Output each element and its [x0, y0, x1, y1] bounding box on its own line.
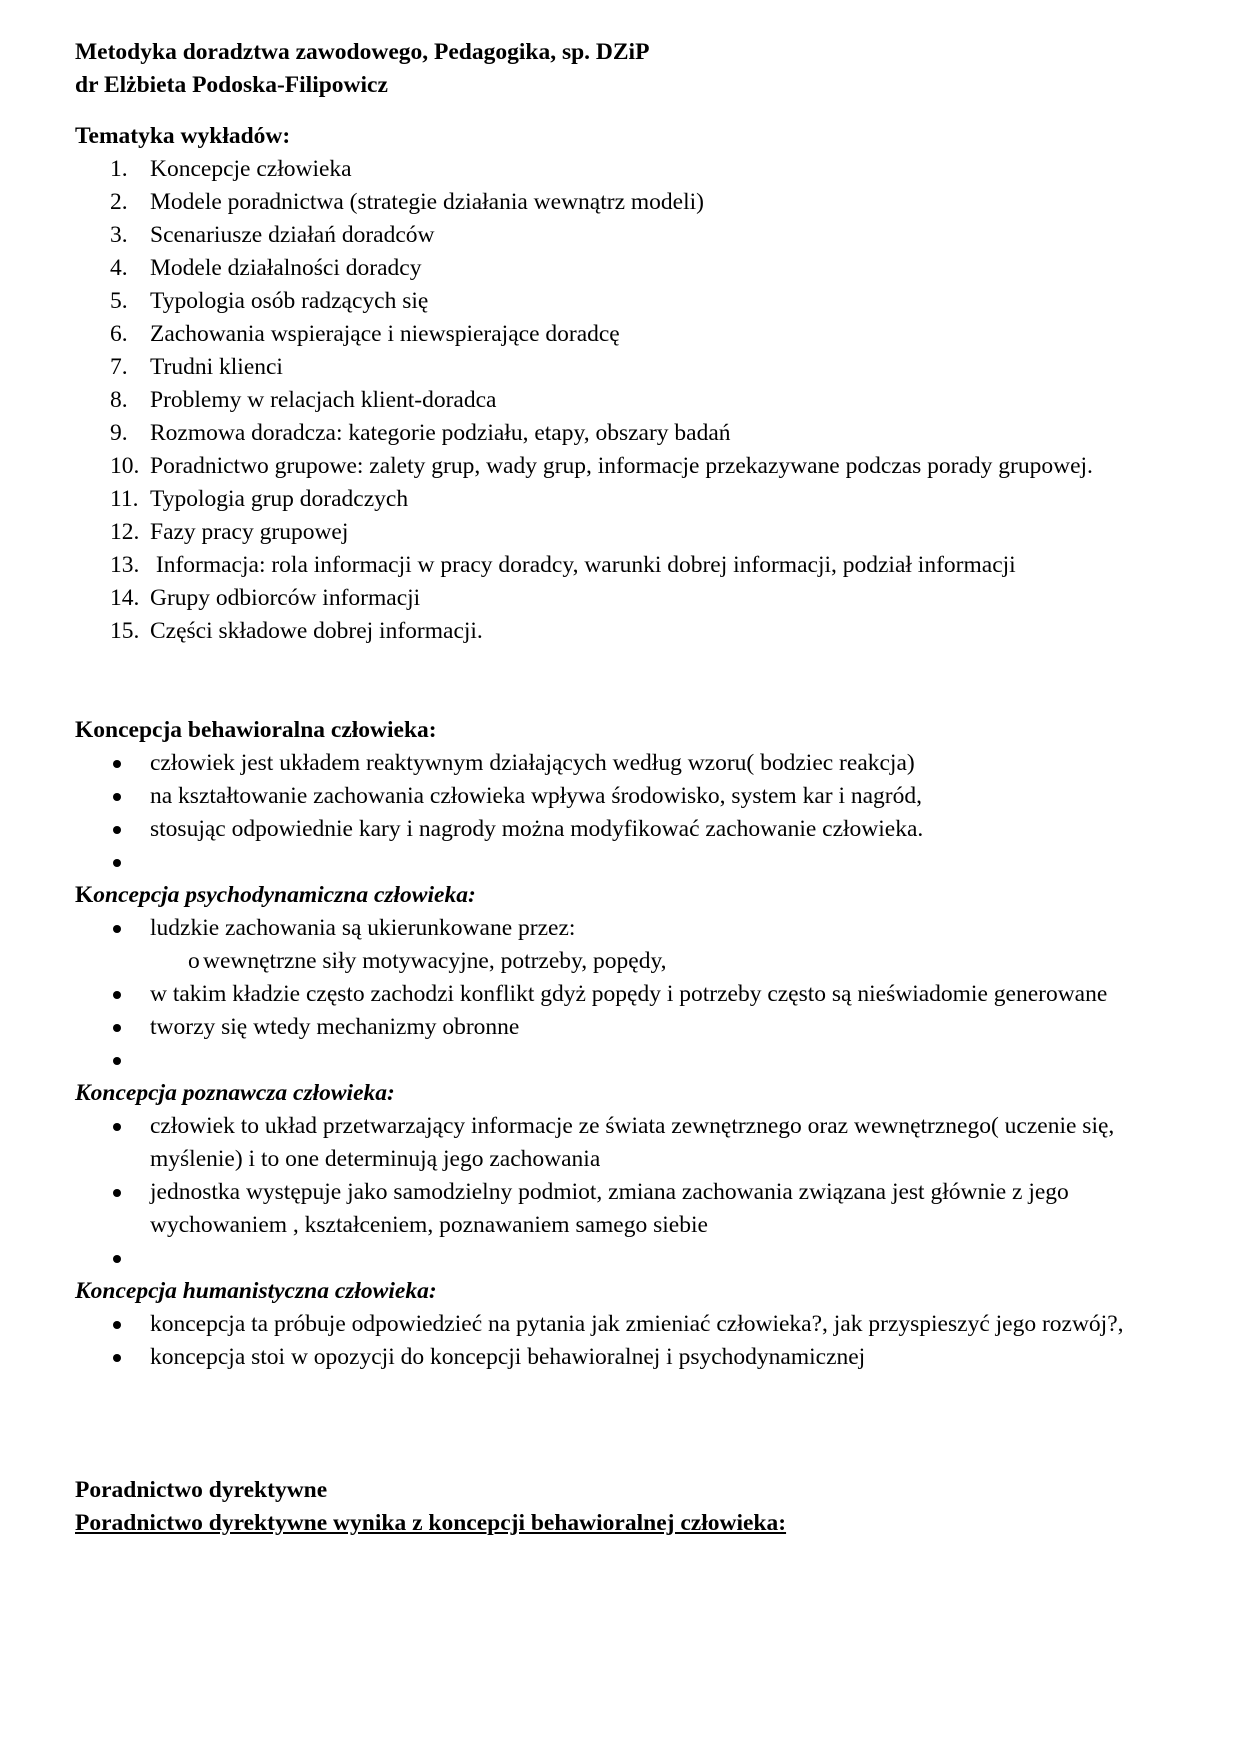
list-item-text: w takim kładzie często zachodzi konflikt gdyż popędy i potrzeby często są nieświadomie generowane [150, 981, 1108, 1007]
topic-item [75, 219, 1175, 252]
list-item [75, 813, 1175, 846]
topic-item [75, 582, 1175, 615]
sub-list-item [75, 945, 1175, 978]
bullet-icon [113, 1321, 121, 1329]
psychodynamic-heading-initial: K [75, 882, 94, 908]
topic-item [75, 186, 1175, 219]
directive-heading: Poradnictwo dyrektywne [75, 1477, 328, 1503]
bullet-icon [113, 1189, 121, 1197]
list-item [75, 1044, 1175, 1077]
bullet-icon [113, 925, 121, 933]
topic-number: 2. [110, 189, 128, 215]
list-item-text: jednostka występuje jako samodzielny podmiot, zmiana zachowania związana jest głównie z jego wychowaniem , kształceniem, poznawaniem samego siebie [150, 1179, 1069, 1238]
humanistic-heading: Koncepcja humanistyczna człowieka: [75, 1278, 437, 1304]
topic-number: 7. [110, 354, 128, 380]
list-item [75, 1308, 1175, 1341]
topics-list [75, 153, 1175, 648]
topic-text: Trudni klienci [150, 354, 283, 380]
bullet-icon [113, 1255, 121, 1263]
topic-number: 1. [110, 156, 128, 182]
sub-list [150, 945, 1175, 978]
topic-number: 14. [110, 585, 140, 611]
topic-text: Scenariusze działań doradców [150, 222, 435, 248]
document-author: dr Elżbieta Podoska-Filipowicz [75, 72, 388, 98]
topic-number: 15. [110, 618, 140, 644]
topic-item [75, 549, 1175, 582]
cognitive-heading: Koncepcja poznawcza człowieka: [75, 1080, 395, 1106]
topic-text: Poradnictwo grupowe: zalety grup, wady grup, informacje przekazywane podczas porady grupowej. [150, 453, 1093, 479]
list-item-text: człowiek to układ przetwarzający informacje ze świata zewnętrznego oraz wewnętrznego( uczenie się, myślenie) i to one determinują jego zachowania [150, 1113, 1115, 1172]
cognitive-list [75, 1110, 1175, 1275]
list-item-text: człowiek jest układem reaktywnym działających według wzoru( bodziec reakcja) [150, 750, 915, 776]
topic-text: Typologia osób radzących się [150, 288, 429, 314]
spacer [75, 1374, 1175, 1474]
psychodynamic-heading-rest: oncepcja psychodynamiczna człowieka: [93, 882, 476, 908]
topic-text: Modele poradnictwa (strategie działania wewnątrz modeli) [150, 189, 704, 215]
topic-text: Grupy odbiorców informacji [150, 585, 421, 611]
bullet-icon [113, 826, 121, 834]
topic-number: 12. [110, 519, 140, 545]
document-title: Metodyka doradztwa zawodowego, Pedagogika, sp. DZiP [75, 39, 650, 65]
list-item [75, 1011, 1175, 1044]
directive-subheading: Poradnictwo dyrektywne wynika z koncepcji behawioralnej człowieka: [75, 1510, 787, 1536]
list-item [75, 747, 1175, 780]
bullet-icon [113, 991, 121, 999]
topic-number: 3. [110, 222, 128, 248]
topic-number: 11. [110, 486, 139, 512]
topic-item [75, 318, 1175, 351]
topic-number: 10. [110, 453, 140, 479]
topic-item [75, 483, 1175, 516]
topic-text: Fazy pracy grupowej [150, 519, 349, 545]
circle-bullet-icon: o [188, 948, 200, 974]
topic-item [75, 615, 1175, 648]
topic-text: Informacja: rola informacji w pracy doradcy, warunki dobrej informacji, podział informacji [150, 552, 1016, 578]
bullet-icon [113, 760, 121, 768]
list-item [75, 1242, 1175, 1275]
list-item-text: na kształtowanie zachowania człowieka wpływa środowisko, system kar i nagród, [150, 783, 923, 809]
topic-item [75, 384, 1175, 417]
list-item [75, 978, 1175, 1011]
topic-number: 5. [110, 288, 128, 314]
list-item [75, 912, 1175, 978]
list-item [75, 1110, 1175, 1176]
topic-item [75, 351, 1175, 384]
spacer [75, 102, 1175, 120]
spacer [75, 648, 1175, 714]
topic-text: Rozmowa doradcza: kategorie podziału, etapy, obszary badań [150, 420, 731, 446]
topic-number: 13. [110, 552, 140, 578]
topic-item [75, 252, 1175, 285]
list-item [75, 846, 1175, 879]
behavioral-heading: Koncepcja behawioralna człowieka: [75, 717, 437, 743]
list-item [75, 1176, 1175, 1242]
humanistic-list [75, 1308, 1175, 1374]
list-item-text: tworzy się wtedy mechanizmy obronne [150, 1014, 520, 1040]
topic-text: Części składowe dobrej informacji. [150, 618, 483, 644]
topic-text: Problemy w relacjach klient-doradca [150, 387, 497, 413]
topic-item [75, 417, 1175, 450]
list-item-text: stosując odpowiednie kary i nagrody można modyfikować zachowanie człowieka. [150, 816, 924, 842]
bullet-icon [113, 1354, 121, 1362]
bullet-icon [113, 1024, 121, 1032]
list-item-text: koncepcja stoi w opozycji do koncepcji behawioralnej i psychodynamicznej [150, 1344, 866, 1370]
list-item-text: koncepcja ta próbuje odpowiedzieć na pytania jak zmieniać człowieka?, jak przyspieszyć jego rozwój?, [150, 1311, 1124, 1337]
document-page [75, 36, 1175, 1540]
sub-list-item-text: wewnętrzne siły motywacyjne, potrzeby, popędy, [203, 948, 667, 974]
topic-item [75, 153, 1175, 186]
topic-item [75, 450, 1175, 483]
topic-text: Zachowania wspierające i niewspierające doradcę [150, 321, 620, 347]
topic-item [75, 516, 1175, 549]
topic-text: Modele działalności doradcy [150, 255, 422, 281]
list-item-text: ludzkie zachowania są ukierunkowane przez: [150, 915, 576, 941]
psychodynamic-heading [75, 879, 1175, 912]
bullet-icon [113, 1057, 121, 1065]
behavioral-list [75, 747, 1175, 879]
topics-heading: Tematyka wykładów: [75, 123, 291, 149]
bullet-icon [113, 793, 121, 801]
list-item [75, 1341, 1175, 1374]
list-item [75, 780, 1175, 813]
psychodynamic-list [75, 912, 1175, 1077]
topic-number: 8. [110, 387, 128, 413]
topic-text: Typologia grup doradczych [150, 486, 409, 512]
bullet-icon [113, 859, 121, 867]
topic-number: 4. [110, 255, 128, 281]
topic-item [75, 285, 1175, 318]
topic-number: 9. [110, 420, 128, 446]
topic-number: 6. [110, 321, 128, 347]
topic-text: Koncepcje człowieka [150, 156, 352, 182]
bullet-icon [113, 1123, 121, 1131]
